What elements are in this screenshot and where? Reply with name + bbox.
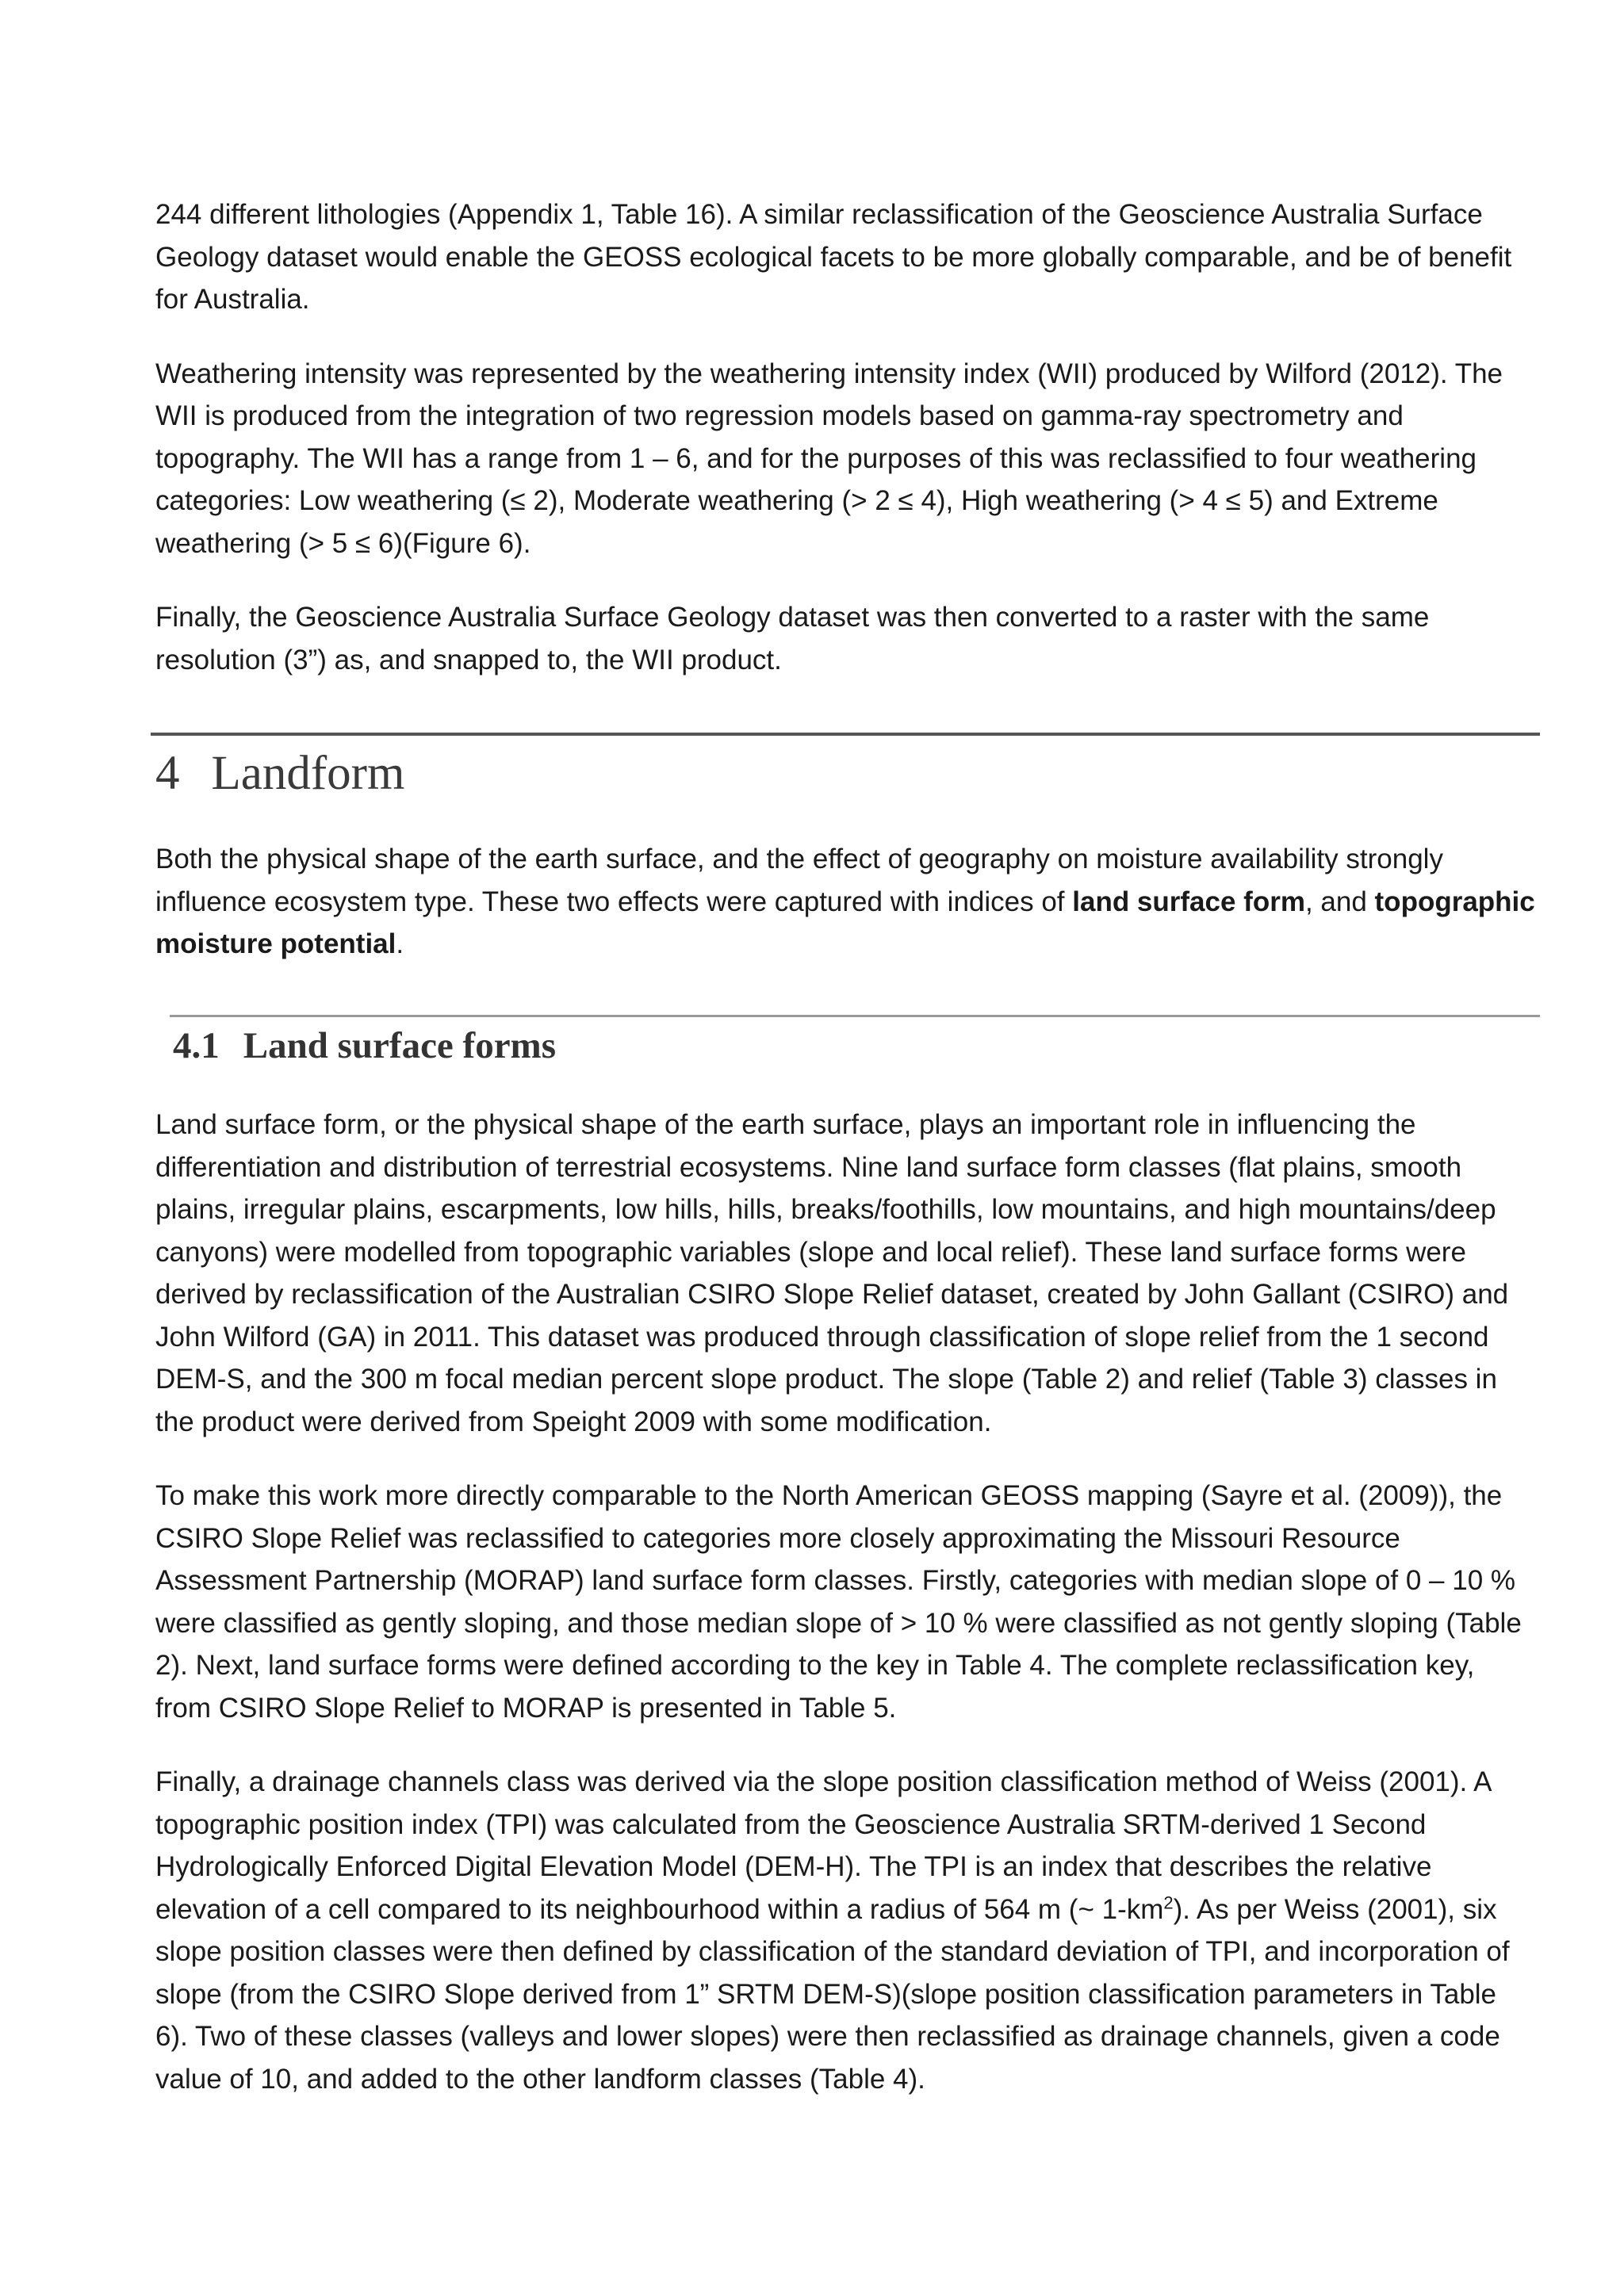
intro-bold-topographic-moisture: topographic moisture potential bbox=[155, 886, 1535, 959]
paragraph-land-surface-form: Land surface form, or the physical shape of the earth surface, plays an important role in influencing the differentiation and distribution of terrestrial ecosystems. Nine land surface form classes (flat plains, smooth plains, irregular plains, escarpments, low hills, hills, breaks/foothills, low mountains, and high mountains/deep canyons) were modelled from topographic variables (slope and local relief). These land surface forms were derived by reclassification of the Australian CSIRO Slope Relief dataset, created by John Gallant (CSIRO) and John Wilford (GA) in 2011. This dataset was produced through classification of slope relief from the 1 second DEM-S, and the 300 m focal median percent slope product. The slope (Table 2) and relief (Table 3) classes in the product were derived from Speight 2009 with some modification. bbox=[155, 1109, 1509, 1437]
paragraph-landform-intro bbox=[155, 838, 1535, 966]
paragraph-drainage-channels bbox=[155, 1761, 1535, 2100]
superscript-two: 2 bbox=[1163, 1892, 1174, 1912]
paragraph-morap-reclassification: To make this work more directly comparable to the North American GEOSS mapping (Sayre et al. (2009)), the CSIRO Slope Relief was reclassified to categories more closely approximating the Missouri Resource Assessment Partnership (MORAP) land surface form classes. Firstly, categories with median slope of 0 – 10 % were classified as gently sloping, and those median slope of > 10 % were classified as not gently sloping (Table 2). Next, land surface forms were defined according to the key in Table 4. The complete reclassification key, from CSIRO Slope Relief to MORAP is presented in Table 5. bbox=[155, 1480, 1522, 1724]
subsection-title: Land surface forms bbox=[243, 1025, 556, 1066]
section-title: Landform bbox=[211, 747, 405, 800]
drainage-text-1: Finally, a drainage channels class was derived via the slope position classification method of Weiss (2001). A topographic position index (TPI) was calculated from the Geoscience Australia SRTM-derived 1 Second Hydrologically Enforced Digital Elevation Model (DEM-H). The TPI is an index that describes the relative elevation of a cell compared to its neighbourhood within a radius of 564 m (~ 1-km bbox=[155, 1766, 1491, 1925]
section-number: 4 bbox=[155, 747, 180, 800]
section-heading bbox=[155, 742, 404, 806]
subsection-number: 4.1 bbox=[173, 1025, 220, 1066]
paragraph-surface-geology-raster: Finally, the Geoscience Australia Surface Geology dataset was then converted to a raster with the same resolution (3”) as, and snapped to, the WII product. bbox=[155, 602, 1430, 675]
intro-text-2: , and bbox=[1304, 886, 1375, 917]
paragraph-lithologies: 244 different lithologies (Appendix 1, Table 16). A similar reclassification of the Geoscience Australia Surface Geology dataset would enable the GEOSS ecological facets to be more globally comparable, and be of benefit for Australia. bbox=[155, 199, 1512, 315]
drainage-text-2: ). As per Weiss (2001), six slope position classes were then defined by classification of the standard deviation of TPI, and incorporation of slope (from the CSIRO Slope derived from 1” SRTM DEM-S)(slope position classification parameters in Table 6). Two of these classes (valleys and lower slopes) were then reclassified as drainage channels, given a code value of 10, and added to the other landform classes (Table 4). bbox=[155, 1893, 1510, 2095]
intro-bold-land-surface-form: land surface form bbox=[1072, 886, 1305, 917]
section-divider bbox=[151, 733, 1540, 736]
top-text-block bbox=[155, 193, 1535, 713]
section-intro-block bbox=[155, 838, 1535, 997]
subsection-heading bbox=[173, 1020, 556, 1072]
subsection-divider bbox=[170, 1015, 1540, 1017]
paragraph-weathering-intensity: Weathering intensity was represented by the weathering intensity index (WII) produced by Wilford (2012). The WII is produced from the integration of two regression models based on gamma-ray spectrometry and topography. The WII has a range from 1 – 6, and for the purposes of this was reclassified to four weathering categories: Low weathering (≤ 2), Moderate weathering (> 2 ≤ 4), High weathering (> 4 ≤ 5) and Extreme weathering (> 5 ≤ 6)(Figure 6). bbox=[155, 358, 1503, 559]
intro-text-1: Both the physical shape of the earth surface, and the effect of geography on moisture availability strongly influence ecosystem type. These two effects were captured with indices of bbox=[155, 844, 1443, 917]
intro-text-3: . bbox=[396, 928, 404, 959]
subsection-body bbox=[155, 1104, 1535, 2132]
